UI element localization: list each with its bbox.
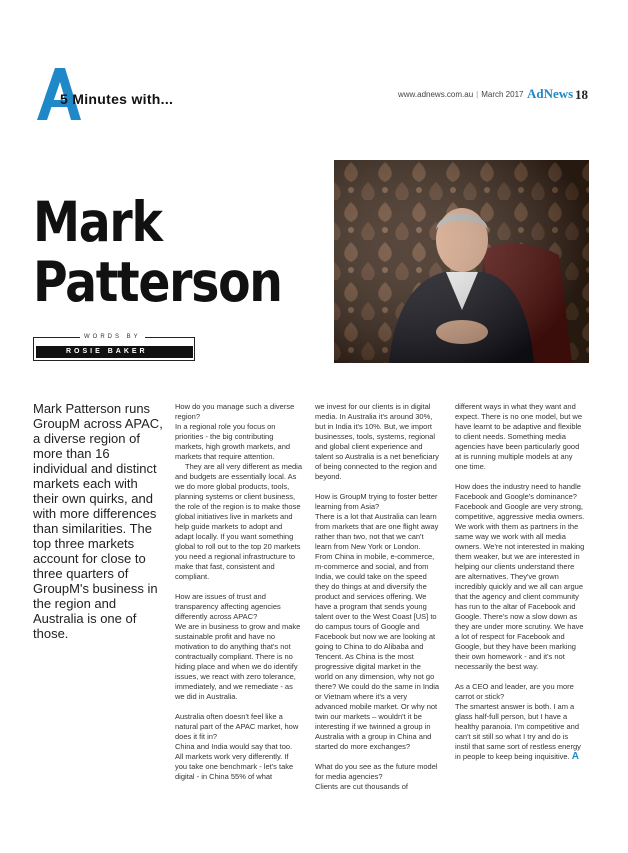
- portrait-illustration: [334, 160, 589, 363]
- question-text: How is GroupM trying to foster better learning from Asia?: [315, 492, 438, 511]
- question-text: As a CEO and leader, are you more carrot or stick?: [455, 682, 574, 701]
- end-mark-icon: A: [571, 751, 579, 762]
- qa-block: [315, 492, 440, 752]
- brand-logo-text: AdNews: [527, 86, 574, 101]
- answer-continued: different ways in what they want and expect. There is no one model, but we have learnt to be adaptive and flexible to client needs. Something media agencies have been particularly good at is running multiple models at any one time.: [455, 402, 583, 471]
- page-number: 18: [575, 87, 588, 102]
- question-text: How do you manage such a diverse region?: [175, 402, 295, 421]
- answer-text: Facebook and Google are very strong, competitive, aggressive media owners. We work with them as partners in the same way we work with all media owners. We're not interested in making them weaker, but we are interested in helping our clients understand there are alternatives. They've grown incredibly quickly and we all can argue that the agency and client community has run to the altar of Facebook and Google. There's now a slow down as they are under more scrutiny. We have a lot of respect for Facebook and Google, but they have been marking their own homework - and it's not necessarily the best way.: [455, 502, 585, 671]
- issue-date: March 2017: [481, 90, 524, 99]
- qa-block: [315, 762, 440, 792]
- answer-text: There is a lot that Australia can learn from markets that are one flight away rather than two, not that we can't learn from New York or London. From China in mobile, e-commerce, m-commerce and social, and from India, we could take on the speed they do things at and diversify the product and services offering. We have a program that sends young talent over to the West Coast [US] to do campus tours of Google and Facebook but now we are looking at going to China to do Alibaba and Tencent. As China is the most progressive digital market in the world on any dimension, why not go there? We could do the same in India or Vietnam where it's a very advanced mobile market. Or why not twin our markets – wouldn't it be interesting if we twinned a group in Australia with a group in China and started do more exchanges?: [315, 512, 440, 751]
- portrait-photo: [334, 160, 589, 363]
- qa-block: [455, 482, 585, 672]
- byline-label: WORDS BY: [80, 334, 145, 340]
- article-title: [33, 192, 291, 312]
- qa-block: [175, 402, 302, 582]
- answer-text: China and India would say that too. All markets work very differently. If you take one benchmark - let's take digital - in China 55% of what: [175, 742, 294, 781]
- answer-continued: we invest for our clients is in digital media. In Australia it's around 30%, but in India it's 10%. But, we import businesses, tools, systems, regional and global client experience and talent so Australia is a net beneficiary of being connected to the region and beyond.: [315, 402, 439, 481]
- body-column-3: [455, 402, 585, 762]
- qa-block: [455, 682, 585, 762]
- answer-text: Clients are cut thousands of: [315, 782, 408, 791]
- intro-paragraph: Mark Patterson runs GroupM across APAC, a diverse region of more than 16 individual and distinct markets each with their own quirks, and with more differences than similarities. The top three markets account for close to three quarters of GroupM's business in the region and Australia is one of those.: [33, 401, 163, 641]
- answer-text: We are in business to grow and make sustainable profit and have no motivation to do anything that's not contractually compliant. There is no hiding place and when we do identify issues, we react with zero tolerance, immediately, and we remediate - as we did in Australia.: [175, 622, 301, 701]
- question-text: How are issues of trust and transparency affecting agencies differently across APAC?: [175, 592, 281, 621]
- qa-block: [175, 712, 302, 782]
- qa-block: [175, 592, 302, 702]
- question-text: How does the industry need to handle Facebook and Google's dominance?: [455, 482, 581, 501]
- answer-text: They are all very different as media and budgets are essentially local. As we do more global products, tools, planning systems or client business, the role of the region is to make those global initiatives live in markets and help guide markets to adopt and adapt locally. If you want something global to roll out to the top 20 markets you need a regional infrastructure to make that fast, consistent and compliant.: [175, 462, 303, 581]
- question-text: Australia often doesn't feel like a natural part of the APAC market, how does it fit in?: [175, 712, 299, 741]
- title-last-name: Patterson: [33, 250, 282, 314]
- answer-body: The smartest answer is both. I am a glass half-full person, but I have a healthy paranoia. I'm competitive and can't sit still so what I try and do is instil that same sort of restless energy in people to keep being inquisitive.: [455, 702, 581, 761]
- body-column-1: [175, 402, 302, 782]
- header-meta: [398, 90, 523, 99]
- separator: |: [476, 90, 479, 99]
- answer-text: In a regional role you focus on priorities - the big contributing markets, high growth markets, and markets that require attention.: [175, 422, 291, 461]
- website-url: www.adnews.com.au: [398, 90, 474, 99]
- body-column-2: [315, 402, 440, 792]
- byline-author: ROSIE BAKER: [36, 346, 193, 358]
- section-title: 5 Minutes with...: [60, 91, 174, 107]
- answer-text: [455, 702, 585, 762]
- title-first-name: Mark: [33, 190, 162, 254]
- question-text: What do you see as the future model for media agencies?: [315, 762, 438, 781]
